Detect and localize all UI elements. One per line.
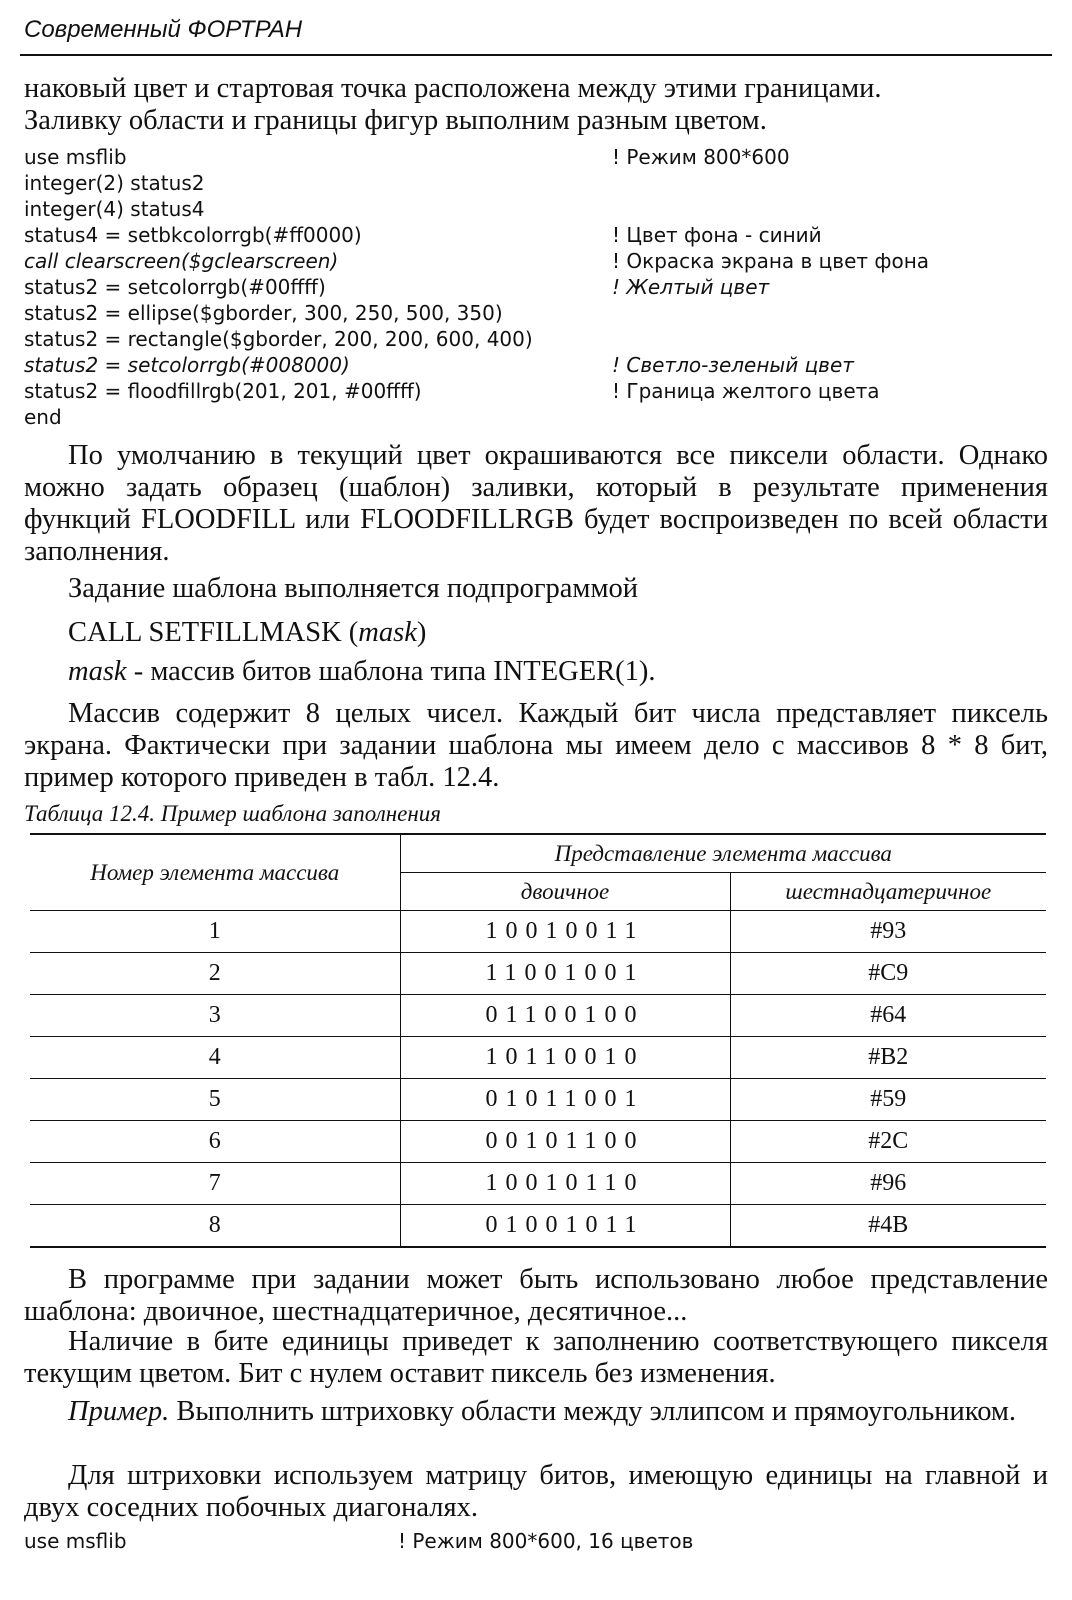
table-row <box>30 1163 1046 1205</box>
table-row <box>30 953 1046 995</box>
code-line: end <box>24 405 62 429</box>
intro-line-2: Заливку области и границы фигур выполним разным цветом. <box>24 105 767 136</box>
example-label: Пример. <box>68 1396 170 1427</box>
intro-paragraph <box>24 73 1048 137</box>
paragraph-array: Массив содержит 8 целых чисел. Каждый бит числа представляет пиксель экрана. Фактически при задании шаблона мы имеем дело с массивов 8 * 8 бит, пример которого приведен в табл. 12.4. <box>24 698 1048 793</box>
paragraph-default-fill: По умолчанию в текущий цвет окрашиваются все пиксели области. Однако можно задать образец (шаблон) заливки, который в результате применения функций FLOODFILL или FLOODFILLRGB будет воспроизведен по всей области заполнения. <box>24 440 1048 567</box>
cell-index: 5 <box>30 1079 400 1121</box>
cell-hex: #B2 <box>730 1037 1046 1079</box>
paragraph-bits: Наличие в бите единицы приведет к заполнению соответствующего пикселя текущим цветом. Бит с нулем оставит пиксель без изменения. <box>24 1326 1048 1389</box>
cell-index: 3 <box>30 995 400 1037</box>
code-line: call clearscreen($gclearscreen) <box>24 249 339 273</box>
paragraph-pattern-task: Задание шаблона выполняется подпрограммой <box>68 573 638 604</box>
col-index-header: Номер элемента массива <box>30 834 400 911</box>
table-caption: Таблица 12.4. Пример шаблона заполнения <box>24 801 441 826</box>
paragraph-example <box>24 1396 1048 1428</box>
code-comment: ! Светло-зеленый цвет <box>612 353 854 377</box>
cell-hex: #64 <box>730 995 1046 1037</box>
intro-line-1: наковый цвет и стартовая точка расположена между этими границами. <box>24 73 882 104</box>
cell-binary: 01100100 <box>400 995 730 1037</box>
cell-hex: #96 <box>730 1163 1046 1205</box>
code-line: integer(2) status2 <box>24 171 205 195</box>
cell-index: 7 <box>30 1163 400 1205</box>
running-head: Современный ФОРТРАН <box>24 16 303 43</box>
code-line: use msflib <box>24 145 127 169</box>
code-line: use msflib <box>24 1529 127 1553</box>
cell-hex: #93 <box>730 911 1046 953</box>
code-line: status2 = setcolorrgb(#00ffff) <box>24 275 326 299</box>
cell-index: 6 <box>30 1121 400 1163</box>
group-header: Представление элемента массива <box>400 834 1046 873</box>
cell-binary: 10010011 <box>400 911 730 953</box>
cell-binary: 10010110 <box>400 1163 730 1205</box>
cell-index: 2 <box>30 953 400 995</box>
table-row <box>30 995 1046 1037</box>
cell-index: 4 <box>30 1037 400 1079</box>
cell-binary: 11001001 <box>400 953 730 995</box>
code-line: status2 = ellipse($gborder, 300, 250, 500, 350) <box>24 301 503 325</box>
cell-index: 1 <box>30 911 400 953</box>
mask-text: - массив битов шаблона типа INTEGER(1). <box>126 656 656 687</box>
col-hex-header: шестнадцатеричное <box>730 873 1046 911</box>
call-setfillmask-line <box>24 617 1048 649</box>
code-line: status2 = setcolorrgb(#008000) <box>24 353 350 377</box>
cell-index: 8 <box>30 1205 400 1248</box>
example-text: Выполнить штриховку области между эллипсом и прямоугольником. <box>169 1396 1017 1427</box>
mask-term: mask <box>68 656 127 687</box>
book-page <box>20 0 1052 1600</box>
cell-hex: #C9 <box>730 953 1046 995</box>
fill-pattern-table <box>30 833 1046 1248</box>
col-binary-header: двоичное <box>400 873 730 911</box>
code-comment: ! Режим 800*600 <box>612 145 790 169</box>
code-comment: ! Цвет фона - синий <box>612 223 822 247</box>
header-rule <box>20 54 1052 56</box>
code-comment: ! Окраска экрана в цвет фона <box>612 249 930 273</box>
cell-binary: 00101100 <box>400 1121 730 1163</box>
code-line: status2 = floodfillrgb(201, 201, #00ffff) <box>24 379 422 403</box>
cell-binary: 10110010 <box>400 1037 730 1079</box>
call-arg: mask <box>358 617 417 648</box>
cell-binary: 01011001 <box>400 1079 730 1121</box>
code-comment: ! Режим 800*600, 16 цветов <box>398 1529 694 1553</box>
cell-hex: #4B <box>730 1205 1046 1248</box>
table-row <box>30 1121 1046 1163</box>
call-prefix: CALL SETFILLMASK ( <box>68 617 359 648</box>
paragraph-representation: В программе при задании может быть использовано любое представление шаблона: двоичное, шестнадцатеричное, десятичное... <box>24 1264 1048 1327</box>
table-row <box>30 1079 1046 1121</box>
cell-binary: 01001011 <box>400 1205 730 1248</box>
code-comment: ! Граница желтого цвета <box>612 379 880 403</box>
code-line: status4 = setbkcolorrgb(#ff0000) <box>24 223 362 247</box>
code-line: integer(4) status4 <box>24 197 205 221</box>
cell-hex: #59 <box>730 1079 1046 1121</box>
mask-description <box>24 656 1048 688</box>
table-row <box>30 911 1046 953</box>
table-row <box>30 1205 1046 1248</box>
table-row <box>30 1037 1046 1079</box>
paragraph-hatching: Для штриховки используем матрицу битов, имеющую единицы на главной и двух соседних побочных диагоналях. <box>24 1460 1048 1523</box>
code-comment: ! Желтый цвет <box>612 275 770 299</box>
code-line: status2 = rectangle($gborder, 200, 200, 600, 400) <box>24 327 533 351</box>
cell-hex: #2C <box>730 1121 1046 1163</box>
call-suffix: ) <box>416 617 427 648</box>
